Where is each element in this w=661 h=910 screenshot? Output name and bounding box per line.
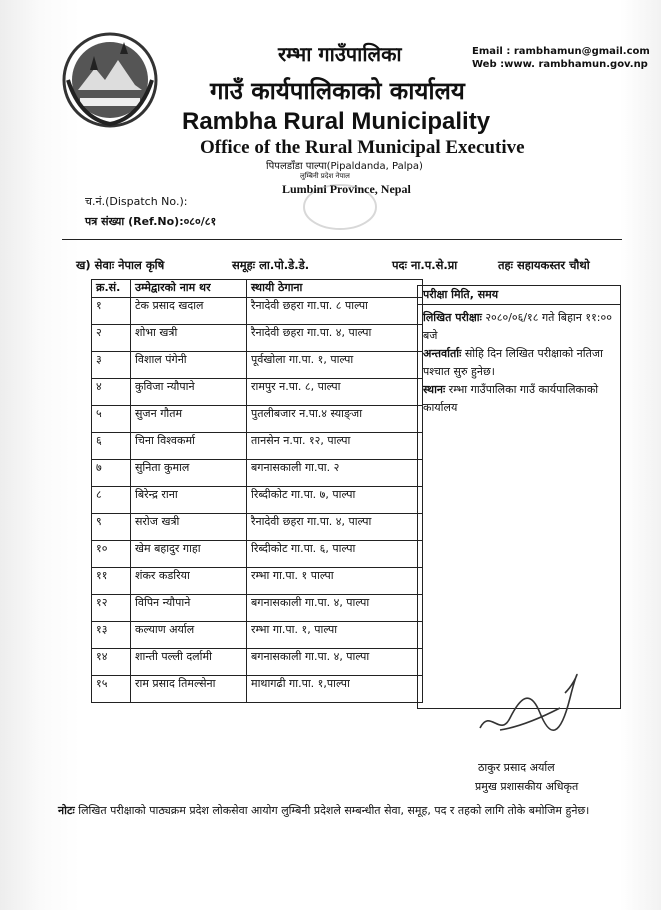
header-address-small: लुम्बिनी प्रदेश नेपाल	[300, 172, 350, 180]
row-name: सुनिता कुमाल	[131, 460, 247, 487]
written-exam-label: लिखित परीक्षाः	[423, 311, 482, 324]
row-name: कुविजा न्यौपाने	[131, 379, 247, 406]
row-address: रैनादेवी छहरा गा.पा. ४, पाल्पा	[247, 514, 423, 541]
interview-label: अन्तर्वार्ताः	[423, 347, 462, 360]
group-label: समूहः ला.पो.डे.डे.	[232, 258, 310, 272]
row-serial: ९	[92, 514, 131, 541]
row-serial: १२	[92, 595, 131, 622]
header-province: Lumbini Province, Nepal	[282, 182, 411, 196]
row-name: चिना विश्वकर्मा	[131, 433, 247, 460]
row-name: विशाल पंगेनी	[131, 352, 247, 379]
row-serial: ७	[92, 460, 131, 487]
dispatch-number: च.नं.(Dispatch No.):	[85, 195, 188, 208]
header-serial: क्र.सं.	[92, 280, 131, 298]
level-label: तहः सहायकस्तर चौथो	[498, 258, 590, 272]
table-row	[92, 433, 423, 460]
contact-email: Email : rambhamun@gmail.com	[472, 46, 650, 57]
header-address: पिपलडाँडा पाल्पा(Pipaldanda, Palpa)	[266, 161, 423, 172]
table-header-row	[92, 280, 423, 298]
row-name: खेम बहादुर गाहा	[131, 541, 247, 568]
row-address: रैनादेवी छहरा गा.पा. ८ पाल्पा	[247, 298, 423, 325]
candidate-table	[91, 279, 423, 703]
row-serial: १०	[92, 541, 131, 568]
row-name: टेक प्रसाद खदाल	[131, 298, 247, 325]
exam-schedule-body	[418, 305, 620, 708]
note-label: नोटः	[58, 804, 75, 817]
row-address: पुतलीबजार न.पा.४ स्याङ्जा	[247, 406, 423, 433]
note-paragraph	[58, 800, 613, 822]
row-name: बिरेन्द्र राना	[131, 487, 247, 514]
row-address: रामपुर न.पा. ८, पाल्पा	[247, 379, 423, 406]
service-label: ख) सेवाः नेपाल कृषि	[76, 258, 165, 272]
row-serial: ११	[92, 568, 131, 595]
header-candidate-name: उम्मेद्वारको नाम थर	[131, 280, 247, 298]
table-row	[92, 649, 423, 676]
row-address: बगनासकाली गा.पा. ४, पाल्पा	[247, 649, 423, 676]
header-english-name: Rambha Rural Municipality	[182, 108, 491, 135]
faint-stamp	[300, 182, 380, 232]
row-serial: ६	[92, 433, 131, 460]
row-name: शंकर कडरिया	[131, 568, 247, 595]
row-address: रिब्दीकोट गा.पा. ६, पाल्पा	[247, 541, 423, 568]
interview-text: सोहि दिन लिखित परीक्षाको नतिजा पश्चात सुरु हुनेछ।	[423, 347, 603, 378]
row-serial: ४	[92, 379, 131, 406]
post-label: पदः ना.प.से.प्रा	[392, 258, 458, 272]
row-address: पूर्वखोला गा.पा. १, पाल्पा	[247, 352, 423, 379]
note-text: लिखित परीक्षाको पाठ्यक्रम प्रदेश लोकसेवा आयोग लुम्बिनी प्रदेशले सम्बन्धीत सेवा, समूह, पद र तहको लागि तोके बमोजिम हुनेछ।	[78, 804, 590, 817]
row-serial: १४	[92, 649, 131, 676]
row-address: रम्भा गा.पा. १, पाल्पा	[247, 622, 423, 649]
table-row	[92, 379, 423, 406]
reference-number: पत्र संख्या (Ref.No):०८०/८१	[85, 215, 217, 228]
header-nepali-office: गाउँ कार्यपालिकाको कार्यालय	[210, 77, 465, 105]
row-name: शान्ती पल्ली दर्लामी	[131, 649, 247, 676]
row-serial: १५	[92, 676, 131, 703]
signature	[470, 668, 590, 748]
exam-schedule-box	[417, 285, 621, 709]
signatory-name: ठाकुर प्रसाद अर्याल	[478, 761, 555, 774]
table-row	[92, 325, 423, 352]
header-address: स्थायी ठेगाना	[247, 280, 423, 298]
written-exam-text: २०८०/०६/१८ गते बिहान ११:०० बजे	[423, 311, 612, 342]
row-name: सुजन गौतम	[131, 406, 247, 433]
row-serial: ३	[92, 352, 131, 379]
row-address: बगनासकाली गा.पा. ४, पाल्पा	[247, 595, 423, 622]
contact-info	[472, 45, 650, 71]
header-nepali-name: रम्भा गाउँपालिका	[278, 42, 402, 66]
row-name: राम प्रसाद तिमल्सेना	[131, 676, 247, 703]
exam-schedule-header: परीक्षा मिति, समय	[418, 286, 620, 305]
row-address: रिब्दीकोट गा.पा. ७, पाल्पा	[247, 487, 423, 514]
signatory-title: प्रमुख प्रशासकीय अधिकृत	[475, 780, 579, 793]
table-row	[92, 622, 423, 649]
table-row	[92, 568, 423, 595]
table-row	[92, 541, 423, 568]
row-name: विपिन न्यौपाने	[131, 595, 247, 622]
row-address: माथागढी गा.पा. १,पाल्पा	[247, 676, 423, 703]
header-divider	[62, 239, 622, 240]
row-serial: २	[92, 325, 131, 352]
header-english-office: Office of the Rural Municipal Executive	[200, 137, 525, 158]
row-serial: १	[92, 298, 131, 325]
row-address: रैनादेवी छहरा गा.पा. ४, पाल्पा	[247, 325, 423, 352]
venue-label: स्थानः	[423, 383, 446, 396]
row-address: रम्भा गा.पा. १ पाल्पा	[247, 568, 423, 595]
table-row	[92, 487, 423, 514]
row-serial: १३	[92, 622, 131, 649]
row-name: कल्याण अर्याल	[131, 622, 247, 649]
table-row	[92, 406, 423, 433]
contact-web: Web :www. rambhamun.gov.np	[472, 59, 648, 70]
table-row	[92, 514, 423, 541]
row-address: बगनासकाली गा.पा. २	[247, 460, 423, 487]
table-row	[92, 676, 423, 703]
row-serial: ८	[92, 487, 131, 514]
table-row	[92, 352, 423, 379]
emblem-logo	[60, 30, 160, 130]
row-serial: ५	[92, 406, 131, 433]
row-address: तानसेन न.पा. १२, पाल्पा	[247, 433, 423, 460]
row-name: शोभा खत्री	[131, 325, 247, 352]
venue-text: रम्भा गाउँपालिका गाउँ कार्यपालिकाको कार्यालय	[423, 383, 599, 414]
table-row	[92, 595, 423, 622]
row-name: सरोज खत्री	[131, 514, 247, 541]
table-row	[92, 298, 423, 325]
table-row	[92, 460, 423, 487]
